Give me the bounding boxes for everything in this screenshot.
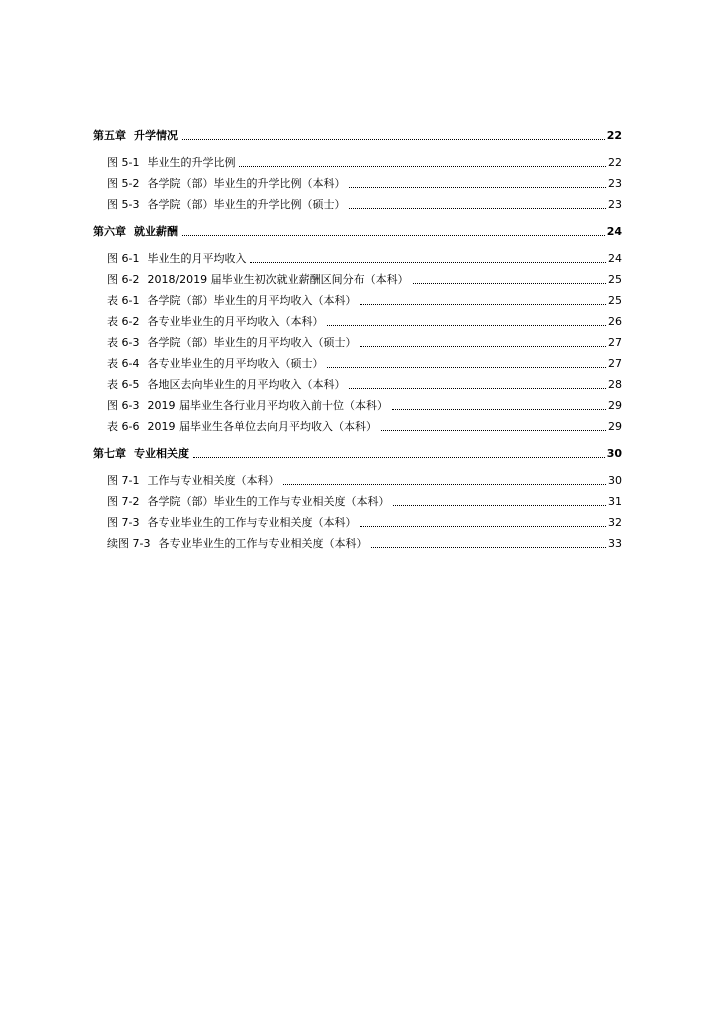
toc-entry-title: 各专业毕业生的工作与专业相关度（本科） (147, 516, 357, 529)
toc-item-entry[interactable] (93, 329, 622, 350)
toc-entry-number: 图 7-3 (107, 516, 140, 529)
toc-chapter-entry[interactable] (93, 124, 622, 143)
toc-entry-number: 图 6-3 (107, 399, 140, 412)
toc-entry-label (107, 177, 345, 191)
toc-page-number: 29 (608, 420, 622, 433)
toc-page-number: 25 (608, 273, 622, 286)
toc-page-number: 27 (608, 357, 622, 370)
toc-item-entry[interactable] (93, 467, 622, 488)
toc-entry-label (107, 336, 356, 350)
toc-entry-label (107, 495, 389, 509)
toc-dot-leader (393, 504, 606, 506)
toc-entry-title: 升学情况 (134, 129, 178, 142)
toc-entry-number: 图 6-1 (107, 252, 140, 265)
toc-entry-title: 各学院（部）毕业生的工作与专业相关度（本科） (147, 495, 390, 508)
toc-entry-label (107, 357, 323, 371)
toc-entry-number: 表 6-2 (107, 315, 140, 328)
toc-entry-number: 图 5-2 (107, 177, 140, 190)
toc-page-number: 22 (606, 129, 622, 142)
toc-entry-title: 各学院（部）毕业生的升学比例（本科） (147, 177, 346, 190)
toc-item-entry[interactable] (93, 245, 622, 266)
toc-item-entry[interactable] (93, 191, 622, 212)
toc-entry-label (93, 225, 178, 239)
toc-dot-leader (327, 366, 606, 368)
toc-page-number: 22 (608, 156, 622, 169)
toc-page-number: 33 (608, 537, 622, 550)
toc-entry-title: 各学院（部）毕业生的月平均收入（硕士） (147, 336, 357, 349)
toc-page-number: 27 (608, 336, 622, 349)
toc-entry-label (93, 129, 178, 143)
toc-page-number: 23 (608, 177, 622, 190)
toc-entry-label (107, 378, 345, 392)
toc-entry-label (107, 474, 279, 488)
toc-dot-leader (327, 324, 606, 326)
toc-dot-leader (349, 186, 606, 188)
toc-entry-label (107, 156, 235, 170)
toc-dot-leader (182, 234, 605, 236)
toc-dot-leader (381, 429, 606, 431)
toc-entry-label (93, 447, 189, 461)
toc-dot-leader (392, 408, 606, 410)
toc-item-entry[interactable] (93, 149, 622, 170)
toc-entry-title: 各专业毕业生的工作与专业相关度（本科） (158, 537, 368, 550)
toc-entry-title: 工作与专业相关度（本科） (147, 474, 280, 487)
toc-item-entry[interactable] (93, 266, 622, 287)
toc-item-entry[interactable] (93, 413, 622, 434)
toc-page-number: 25 (608, 294, 622, 307)
toc-item-entry[interactable] (93, 509, 622, 530)
toc-item-entry[interactable] (93, 530, 622, 551)
toc-page-number: 23 (608, 198, 622, 211)
toc-dot-leader (182, 138, 605, 140)
toc-entry-title: 各地区去向毕业生的月平均收入（本科） (147, 378, 346, 391)
toc-entry-label (107, 315, 323, 329)
toc-entry-number: 第六章 (93, 225, 126, 238)
toc-item-entry[interactable] (93, 287, 622, 308)
toc-entry-title: 2019 届毕业生各行业月平均收入前十位（本科） (147, 399, 388, 412)
toc-dot-leader (349, 387, 606, 389)
toc-dot-leader (413, 282, 606, 284)
toc-entry-label (107, 252, 246, 266)
toc-entry-number: 图 6-2 (107, 273, 140, 286)
toc-dot-leader (239, 165, 606, 167)
toc-entry-number: 图 7-1 (107, 474, 140, 487)
toc-page-number: 24 (608, 252, 622, 265)
toc-dot-leader (360, 303, 606, 305)
toc-dot-leader (349, 207, 606, 209)
toc-entry-label (107, 537, 367, 551)
toc-entry-title: 2018/2019 届毕业生初次就业薪酬区间分布（本科） (147, 273, 409, 286)
toc-entry-label (107, 399, 388, 413)
toc-entry-title: 2019 届毕业生各单位去向月平均收入（本科） (147, 420, 377, 433)
toc-entry-number: 表 6-3 (107, 336, 140, 349)
toc-page-number: 31 (608, 495, 622, 508)
toc-entry-title: 毕业生的月平均收入 (147, 252, 247, 265)
toc-entry-title: 各学院（部）毕业生的月平均收入（本科） (147, 294, 357, 307)
toc-item-entry[interactable] (93, 308, 622, 329)
toc-entry-title: 毕业生的升学比例 (147, 156, 236, 169)
toc-page-number: 30 (606, 447, 622, 460)
toc-item-entry[interactable] (93, 170, 622, 191)
toc-page-number: 24 (606, 225, 622, 238)
toc-page-number: 30 (608, 474, 622, 487)
toc-entry-number: 表 6-6 (107, 420, 140, 433)
toc-item-entry[interactable] (93, 350, 622, 371)
toc-dot-leader (283, 483, 606, 485)
toc-item-entry[interactable] (93, 392, 622, 413)
toc-page-number: 29 (608, 399, 622, 412)
toc-entry-number: 第五章 (93, 129, 126, 142)
toc-page-number: 28 (608, 378, 622, 391)
toc-entry-number: 第七章 (93, 447, 126, 460)
toc-entry-label (107, 294, 356, 308)
toc-dot-leader (250, 261, 606, 263)
toc-entry-title: 各专业毕业生的月平均收入（硕士） (147, 357, 324, 370)
toc-dot-leader (193, 456, 605, 458)
toc-item-entry[interactable] (93, 371, 622, 392)
table-of-contents (93, 124, 622, 551)
toc-entry-label (107, 420, 377, 434)
toc-entry-label (107, 198, 345, 212)
toc-chapter-entry[interactable] (93, 442, 622, 461)
toc-entry-number: 表 6-1 (107, 294, 140, 307)
toc-dot-leader (360, 345, 606, 347)
toc-entry-number: 表 6-5 (107, 378, 140, 391)
toc-item-entry[interactable] (93, 488, 622, 509)
toc-entry-title: 专业相关度 (134, 447, 189, 460)
toc-entry-title: 各专业毕业生的月平均收入（本科） (147, 315, 324, 328)
toc-entry-label (107, 516, 356, 530)
toc-entry-title: 各学院（部）毕业生的升学比例（硕士） (147, 198, 346, 211)
toc-entry-number: 图 5-1 (107, 156, 140, 169)
toc-chapter-entry[interactable] (93, 220, 622, 239)
toc-page-number: 32 (608, 516, 622, 529)
toc-page-number: 26 (608, 315, 622, 328)
toc-entry-label (107, 273, 409, 287)
toc-entry-number: 图 5-3 (107, 198, 140, 211)
toc-dot-leader (371, 546, 606, 548)
toc-entry-title: 就业薪酬 (134, 225, 178, 238)
toc-entry-number: 续图 7-3 (107, 537, 151, 550)
toc-entry-number: 表 6-4 (107, 357, 140, 370)
toc-dot-leader (360, 525, 606, 527)
toc-entry-number: 图 7-2 (107, 495, 140, 508)
